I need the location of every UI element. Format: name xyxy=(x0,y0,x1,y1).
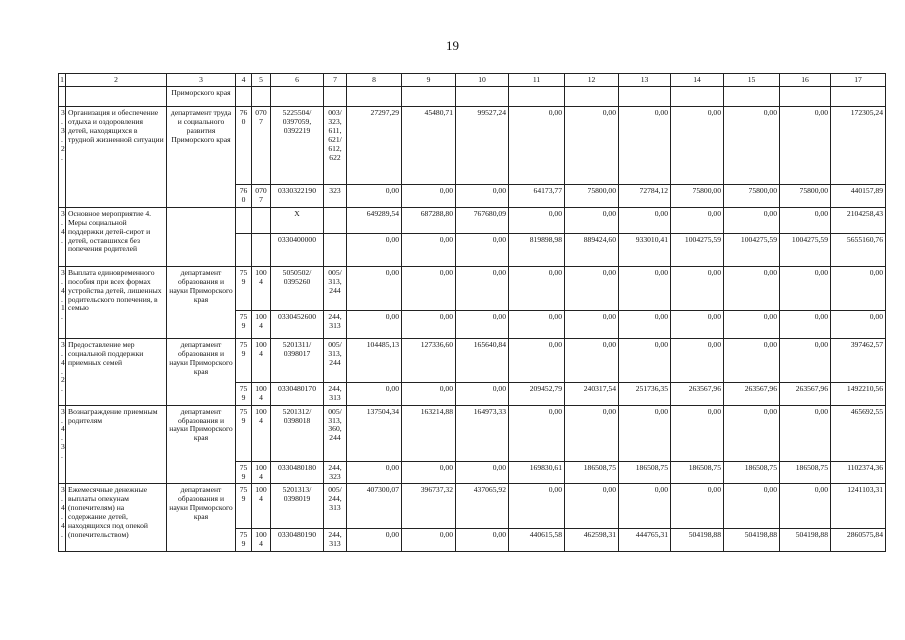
target-article-cell: 5201312/ 0398018 xyxy=(271,405,324,461)
budget-table xyxy=(58,73,886,552)
expense-type-cell: 244, 313 xyxy=(324,382,347,405)
section-cell: 1004 xyxy=(252,310,271,338)
measure-name: Ежемесячные денежные выплаты опекунам (попечителям) на содержание детей, находящихся под опекой (попечительством) xyxy=(66,484,167,552)
value-cell: 407300,07 xyxy=(347,484,402,529)
section-cell: 1004 xyxy=(252,382,271,405)
value-cell: 0,00 xyxy=(565,266,619,310)
row-number: 3.4. xyxy=(59,207,66,266)
table-cell xyxy=(59,87,66,107)
total-cell: 397462,57 xyxy=(831,338,886,382)
value-cell: 0,00 xyxy=(619,338,671,382)
value-cell: 0,00 xyxy=(565,338,619,382)
value-cell: 0,00 xyxy=(509,310,565,338)
value-cell: 396737,32 xyxy=(402,484,456,529)
value-cell: 767680,09 xyxy=(456,207,509,233)
value-cell: 72784,12 xyxy=(619,185,671,208)
target-article-cell: 0330480170 xyxy=(271,382,324,405)
header-cell: 5 xyxy=(252,74,271,87)
rzpr-cell: 760 xyxy=(236,107,252,185)
expense-type-cell: 244, 323 xyxy=(324,461,347,484)
value-cell: 0,00 xyxy=(456,185,509,208)
section-cell: 1004 xyxy=(252,529,271,552)
value-cell: 0,00 xyxy=(724,207,780,233)
value-cell: 504198,88 xyxy=(671,529,724,552)
value-cell: 0,00 xyxy=(724,266,780,310)
row-number: 3.4.3. xyxy=(59,405,66,484)
total-cell: 1102374,36 xyxy=(831,461,886,484)
section-cell: 1004 xyxy=(252,484,271,529)
header-cell: 13 xyxy=(619,74,671,87)
rzpr-cell: 759 xyxy=(236,310,252,338)
value-cell: 263567,96 xyxy=(780,382,831,405)
section-cell: 1004 xyxy=(252,461,271,484)
header-cell: 2 xyxy=(66,74,167,87)
value-cell: 0,00 xyxy=(347,529,402,552)
value-cell: 0,00 xyxy=(456,266,509,310)
executor-cell: департамент образования и науки Приморского края xyxy=(167,484,236,552)
value-cell: 251736,35 xyxy=(619,382,671,405)
rzpr-cell: 759 xyxy=(236,529,252,552)
total-cell: 2860575,84 xyxy=(831,529,886,552)
value-cell: 99527,24 xyxy=(456,107,509,185)
header-cell: 14 xyxy=(671,74,724,87)
rzpr-cell: 759 xyxy=(236,461,252,484)
total-cell: 465692,55 xyxy=(831,405,886,461)
section-cell xyxy=(252,233,271,266)
expense-type-cell: 005/ 313, 244 xyxy=(324,266,347,310)
section-cell: 1004 xyxy=(252,338,271,382)
value-cell: 127336,60 xyxy=(402,338,456,382)
rzpr-cell: 759 xyxy=(236,338,252,382)
table-cell xyxy=(671,87,724,107)
value-cell: 0,00 xyxy=(671,266,724,310)
rzpr-cell: 759 xyxy=(236,266,252,310)
value-cell: 75800,00 xyxy=(780,185,831,208)
target-article-cell: 0330480190 xyxy=(271,529,324,552)
value-cell: 0,00 xyxy=(671,310,724,338)
measure-name: Вознаграждение приемным родителям xyxy=(66,405,167,484)
value-cell: 164973,33 xyxy=(456,405,509,461)
total-cell: 172305,24 xyxy=(831,107,886,185)
table-cell xyxy=(831,87,886,107)
value-cell: 0,00 xyxy=(402,461,456,484)
value-cell: 0,00 xyxy=(565,484,619,529)
value-cell: 0,00 xyxy=(780,107,831,185)
value-cell: 1004275,59 xyxy=(724,233,780,266)
rzpr-cell: 759 xyxy=(236,405,252,461)
value-cell: 0,00 xyxy=(347,310,402,338)
value-cell: 0,00 xyxy=(402,266,456,310)
total-cell: 0,00 xyxy=(831,310,886,338)
value-cell: 0,00 xyxy=(671,484,724,529)
value-cell: 889424,60 xyxy=(565,233,619,266)
value-cell: 1004275,59 xyxy=(671,233,724,266)
value-cell: 0,00 xyxy=(619,266,671,310)
target-article-cell: Х xyxy=(271,207,324,233)
value-cell: 0,00 xyxy=(780,405,831,461)
value-cell: 186508,75 xyxy=(724,461,780,484)
measure-name: Основное мероприятие 4. Меры социальной поддержки детей-сирот и детей, оставшихся без попечения родителей xyxy=(66,207,167,266)
table-cell xyxy=(402,87,456,107)
value-cell: 0,00 xyxy=(402,529,456,552)
value-cell: 0,00 xyxy=(671,207,724,233)
value-cell: 0,00 xyxy=(509,266,565,310)
value-cell: 437065,92 xyxy=(456,484,509,529)
header-cell: 8 xyxy=(347,74,402,87)
page-number: 19 xyxy=(446,38,459,53)
measure-name: Организация и обеспечение отдыха и оздоровления детей, находящихся в трудной жизненной ситуации xyxy=(66,107,167,208)
value-cell: 0,00 xyxy=(724,338,780,382)
table-cell xyxy=(252,87,271,107)
value-cell: 504198,88 xyxy=(780,529,831,552)
row-number: 3.4.4. xyxy=(59,484,66,552)
target-article-cell: 0330400000 xyxy=(271,233,324,266)
value-cell: 75800,00 xyxy=(671,185,724,208)
value-cell: 0,00 xyxy=(619,405,671,461)
row-number: 3.3.2. xyxy=(59,107,66,208)
value-cell: 186508,75 xyxy=(780,461,831,484)
value-cell: 0,00 xyxy=(671,107,724,185)
value-cell: 0,00 xyxy=(456,461,509,484)
value-cell: 0,00 xyxy=(509,405,565,461)
value-cell: 440615,58 xyxy=(509,529,565,552)
value-cell: 0,00 xyxy=(671,338,724,382)
value-cell: 1004275,59 xyxy=(780,233,831,266)
value-cell: 75800,00 xyxy=(565,185,619,208)
table-cell xyxy=(456,87,509,107)
value-cell: 444765,31 xyxy=(619,529,671,552)
table-cell xyxy=(347,87,402,107)
header-cell: 10 xyxy=(456,74,509,87)
table-cell xyxy=(509,87,565,107)
value-cell: 0,00 xyxy=(456,529,509,552)
table-row xyxy=(59,87,886,107)
table-cell xyxy=(565,87,619,107)
value-cell: 649289,54 xyxy=(347,207,402,233)
total-cell: 1492210,56 xyxy=(831,382,886,405)
executor-cell: департамент труда и социального развития Приморского края xyxy=(167,107,236,208)
header-cell: 7 xyxy=(324,74,347,87)
executor-cell: департамент образования и науки Приморского края xyxy=(167,266,236,338)
header-cell: 3 xyxy=(167,74,236,87)
row-number: 3.4.2. xyxy=(59,338,66,405)
table-row xyxy=(59,107,886,185)
table-cell xyxy=(724,87,780,107)
header-row xyxy=(59,74,886,87)
target-article-cell: 5201311/ 0398017 xyxy=(271,338,324,382)
value-cell: 0,00 xyxy=(456,233,509,266)
value-cell: 0,00 xyxy=(347,266,402,310)
value-cell: 104485,13 xyxy=(347,338,402,382)
target-article-cell: 0330322190 xyxy=(271,185,324,208)
expense-type-cell xyxy=(324,233,347,266)
table-row xyxy=(59,266,886,310)
value-cell: 165640,84 xyxy=(456,338,509,382)
section-cell xyxy=(252,207,271,233)
value-cell: 0,00 xyxy=(724,107,780,185)
value-cell: 0,00 xyxy=(509,207,565,233)
value-cell: 0,00 xyxy=(619,484,671,529)
value-cell: 504198,88 xyxy=(724,529,780,552)
header-cell: 9 xyxy=(402,74,456,87)
target-article-cell: 5225504/ 0397059, 0392219 xyxy=(271,107,324,185)
value-cell: 263567,96 xyxy=(724,382,780,405)
expense-type-cell xyxy=(324,207,347,233)
table-cell xyxy=(780,87,831,107)
rzpr-cell xyxy=(236,207,252,233)
header-cell: 11 xyxy=(509,74,565,87)
section-cell: 1004 xyxy=(252,405,271,461)
header-cell: 6 xyxy=(271,74,324,87)
value-cell: 0,00 xyxy=(671,405,724,461)
header-cell: 4 xyxy=(236,74,252,87)
value-cell: 240317,54 xyxy=(565,382,619,405)
target-article-cell: 5201313/ 0398019 xyxy=(271,484,324,529)
header-cell: 17 xyxy=(831,74,886,87)
value-cell: 0,00 xyxy=(780,266,831,310)
value-cell: 819898,98 xyxy=(509,233,565,266)
value-cell: 0,00 xyxy=(402,382,456,405)
value-cell: 263567,96 xyxy=(671,382,724,405)
rzpr-cell xyxy=(236,233,252,266)
header-cell: 16 xyxy=(780,74,831,87)
value-cell: 0,00 xyxy=(780,338,831,382)
executor-cell: Приморского края xyxy=(167,87,236,107)
executor-cell: департамент образования и науки Приморского края xyxy=(167,338,236,405)
total-cell: 440157,89 xyxy=(831,185,886,208)
value-cell: 0,00 xyxy=(509,338,565,382)
total-cell: 1241103,31 xyxy=(831,484,886,529)
value-cell: 0,00 xyxy=(780,207,831,233)
value-cell: 0,00 xyxy=(780,310,831,338)
value-cell: 0,00 xyxy=(347,382,402,405)
table-cell xyxy=(324,87,347,107)
expense-type-cell: 244, 313 xyxy=(324,529,347,552)
header-cell: 15 xyxy=(724,74,780,87)
target-article-cell: 0330480180 xyxy=(271,461,324,484)
table-row xyxy=(59,484,886,529)
value-cell: 163214,88 xyxy=(402,405,456,461)
target-article-cell: 0330452600 xyxy=(271,310,324,338)
table-cell xyxy=(271,87,324,107)
total-cell: 5655160,76 xyxy=(831,233,886,266)
value-cell: 45480,71 xyxy=(402,107,456,185)
value-cell: 0,00 xyxy=(402,233,456,266)
total-cell: 0,00 xyxy=(831,266,886,310)
value-cell: 27297,29 xyxy=(347,107,402,185)
value-cell: 0,00 xyxy=(565,310,619,338)
total-cell: 2104258,43 xyxy=(831,207,886,233)
expense-type-cell: 244, 313 xyxy=(324,310,347,338)
value-cell: 0,00 xyxy=(565,207,619,233)
value-cell: 186508,75 xyxy=(619,461,671,484)
value-cell: 0,00 xyxy=(347,233,402,266)
value-cell: 0,00 xyxy=(565,405,619,461)
value-cell: 0,00 xyxy=(619,207,671,233)
value-cell: 0,00 xyxy=(402,185,456,208)
value-cell: 0,00 xyxy=(619,107,671,185)
table-cell xyxy=(66,87,167,107)
value-cell: 0,00 xyxy=(724,484,780,529)
table-cell xyxy=(619,87,671,107)
section-cell: 1004 xyxy=(252,266,271,310)
table-row xyxy=(59,207,886,233)
executor-cell: департамент образования и науки Приморского края xyxy=(167,405,236,484)
value-cell: 0,00 xyxy=(402,310,456,338)
value-cell: 462598,31 xyxy=(565,529,619,552)
value-cell: 0,00 xyxy=(509,107,565,185)
value-cell: 0,00 xyxy=(456,382,509,405)
value-cell: 137504,34 xyxy=(347,405,402,461)
table-row xyxy=(59,405,886,461)
value-cell: 0,00 xyxy=(780,484,831,529)
rzpr-cell: 759 xyxy=(236,484,252,529)
table-row xyxy=(59,338,886,382)
target-article-cell: 5050502/ 0395260 xyxy=(271,266,324,310)
value-cell: 0,00 xyxy=(456,310,509,338)
value-cell: 0,00 xyxy=(347,461,402,484)
measure-name: Выплата единовременного пособия при всех формах устройства детей, лишенных родительского попечения, в семью xyxy=(66,266,167,338)
rzpr-cell: 759 xyxy=(236,382,252,405)
value-cell: 687288,80 xyxy=(402,207,456,233)
section-cell: 0707 xyxy=(252,107,271,185)
expense-type-cell: 003/ 323, 611, 621/ 612, 622 xyxy=(324,107,347,185)
row-number: 3.4.1. xyxy=(59,266,66,338)
expense-type-cell: 323 xyxy=(324,185,347,208)
value-cell: 0,00 xyxy=(509,484,565,529)
header-cell: 12 xyxy=(565,74,619,87)
value-cell: 186508,75 xyxy=(565,461,619,484)
value-cell: 169830,61 xyxy=(509,461,565,484)
section-cell: 0707 xyxy=(252,185,271,208)
executor-cell xyxy=(167,207,236,266)
expense-type-cell: 005/ 313, 244 xyxy=(324,338,347,382)
value-cell: 0,00 xyxy=(347,185,402,208)
header-cell: 1 xyxy=(59,74,66,87)
value-cell: 64173,77 xyxy=(509,185,565,208)
value-cell: 209452,79 xyxy=(509,382,565,405)
expense-type-cell: 005/ 244, 313 xyxy=(324,484,347,529)
expense-type-cell: 005/ 313, 360, 244 xyxy=(324,405,347,461)
value-cell: 933010,41 xyxy=(619,233,671,266)
value-cell: 0,00 xyxy=(565,107,619,185)
value-cell: 75800,00 xyxy=(724,185,780,208)
rzpr-cell: 760 xyxy=(236,185,252,208)
value-cell: 186508,75 xyxy=(671,461,724,484)
table-cell xyxy=(236,87,252,107)
value-cell: 0,00 xyxy=(619,310,671,338)
value-cell: 0,00 xyxy=(724,310,780,338)
measure-name: Предоставление мер социальной поддержки приемных семей xyxy=(66,338,167,405)
value-cell: 0,00 xyxy=(724,405,780,461)
